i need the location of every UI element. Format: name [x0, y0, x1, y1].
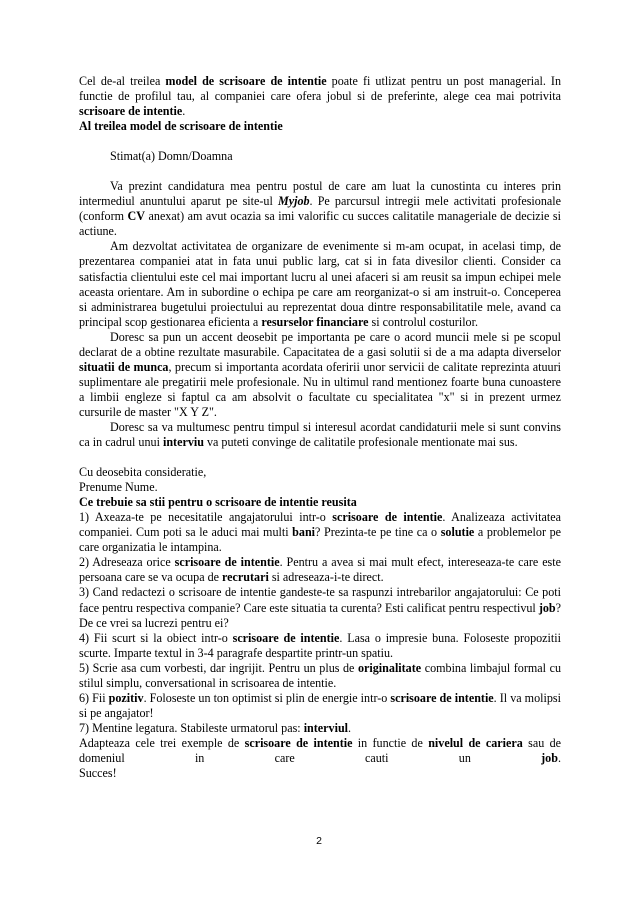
letter-heading: Al treilea model de scrisoare de intentie — [79, 119, 283, 134]
letter-signature: Prenume Nume. — [79, 480, 158, 495]
page-number: 2 — [316, 835, 322, 847]
tip-4: 4) Fii scurt si la obiect intr-o scrisoare de intentie. Lasa o impresie buna. Foloseste propozitii scurte. Imparte textul in 3-4 paragrafe despartite printr-un spatiu. — [79, 630, 561, 660]
tip-5: 5) Scrie asa cum vorbesti, dar ingrijit. Pentru un plus de originalitate combina limbajul formal cu stilul simplu, conversational in scrisoarea de intentie. — [79, 660, 561, 690]
tips-heading: Ce trebuie sa stii pentru o scrisoare de intentie reusita — [79, 495, 357, 510]
letter-paragraph-4: Doresc sa va multumesc pentru timpul si interesul acordat candidaturii mele si sunt convins ca in cadrul unui interviu va puteti convinge de calitatile profesionale mentionate mai sus. — [79, 419, 561, 450]
letter-closing: Cu deosebita consideratie, — [79, 465, 207, 480]
intro-paragraph: Cel de-al treilea model de scrisoare de intentie poate fi utlizat pentru un post managerial. In functie de profilul tau, al companiei care ofera jobul si de preferinte, alege cea mai potrivita scrisoare de intentie. — [79, 74, 561, 119]
letter-paragraph-1: Va prezint candidatura mea pentru postul de care am luat la cunostinta cu interes prin intermediul anuntului aparut pe site-ul Myjob. Pe parcursul intregii mele activitati profesionale (conform CV anexat) am avut ocazia sa imi valorific cu succes calitatile manageriale de decizie si actiune. — [79, 179, 561, 239]
tip-7: 7) Mentine legatura. Stabileste urmatorul pas: interviul. — [79, 720, 352, 735]
letter-paragraph-2: Am dezvoltat activitatea de organizare de evenimente si m-am ocupat, in acelasi timp, de prezentarea companiei atat in fata unui public larg, cat si in fata divesilor clienti. Consider ca satisfactia clientului este cel mai important lucru al unei afaceri si am reusit sa impun echipei mele aceasta orientare. Am in subordine o echipa pe care am reorganizat-o si am instruit-o. Conceperea si administrarea bugetului proiectului au reprezentat doua dintre responsabilitatile mele, avand ca principal scop gestionarea eficienta a resurselor financiare si controlul costurilor. — [79, 239, 561, 329]
tip-6: 6) Fii pozitiv. Foloseste un ton optimist si plin de energie intr-o scrisoare de intentie. Il va molipsi si pe angajator! — [79, 690, 561, 720]
tip-1: 1) Axeaza-te pe necesitatile angajatorului intr-o scrisoare de intentie. Analizeaza activitatea companiei. Cum poti sa le aduci mai multi bani? Prezinta-te pe tine ca o solutie a problemelor pe care organizatia le intampina. — [79, 510, 561, 555]
letter-paragraph-3: Doresc sa pun un accent deosebit pe importanta pe care o acord muncii mele si pe scopul declarat de a obtine rezultate masurabile. Capacitatea de a gasi solutii si de a ma adapta diverselor situatii de munca, precum si importanta acordata oferirii unor servicii de calitate reprezinta atuuri suplimentare ale pregatirii mele profesionale. Nu in ultimul rand mentionez foarte buna cunoastere a limbii engleze si faptul ca am absolvit o facultate cu specialitatea "x" si in prezent urmez cursurile de master "X Y Z". — [79, 329, 561, 419]
page-content — [79, 74, 561, 781]
succes-line: Succes! — [79, 766, 117, 781]
letter-greeting: Stimat(a) Domn/Doamna — [110, 149, 233, 164]
tip-3: 3) Cand redactezi o scrisoare de intentie gandeste-te sa raspunzi intrebarilor angajatorului: Ce poti face pentru respectiva companie? Care este situatia ta curenta? Esti calificat pentru respectivul job? De ce vrei sa lucrezi pentru ei? — [79, 585, 561, 630]
tip-2: 2) Adreseaza orice scrisoare de intentie. Pentru a avea si mai mult efect, intereseaza-te care este persoana care se va ocupa de recrutari si adreseaza-i-te direct. — [79, 555, 561, 585]
tip-8: Adapteaza cele trei exemple de scrisoare de intentie in functie de nivelul de cariera sau de domeniul in care cauti un job. — [79, 735, 562, 765]
